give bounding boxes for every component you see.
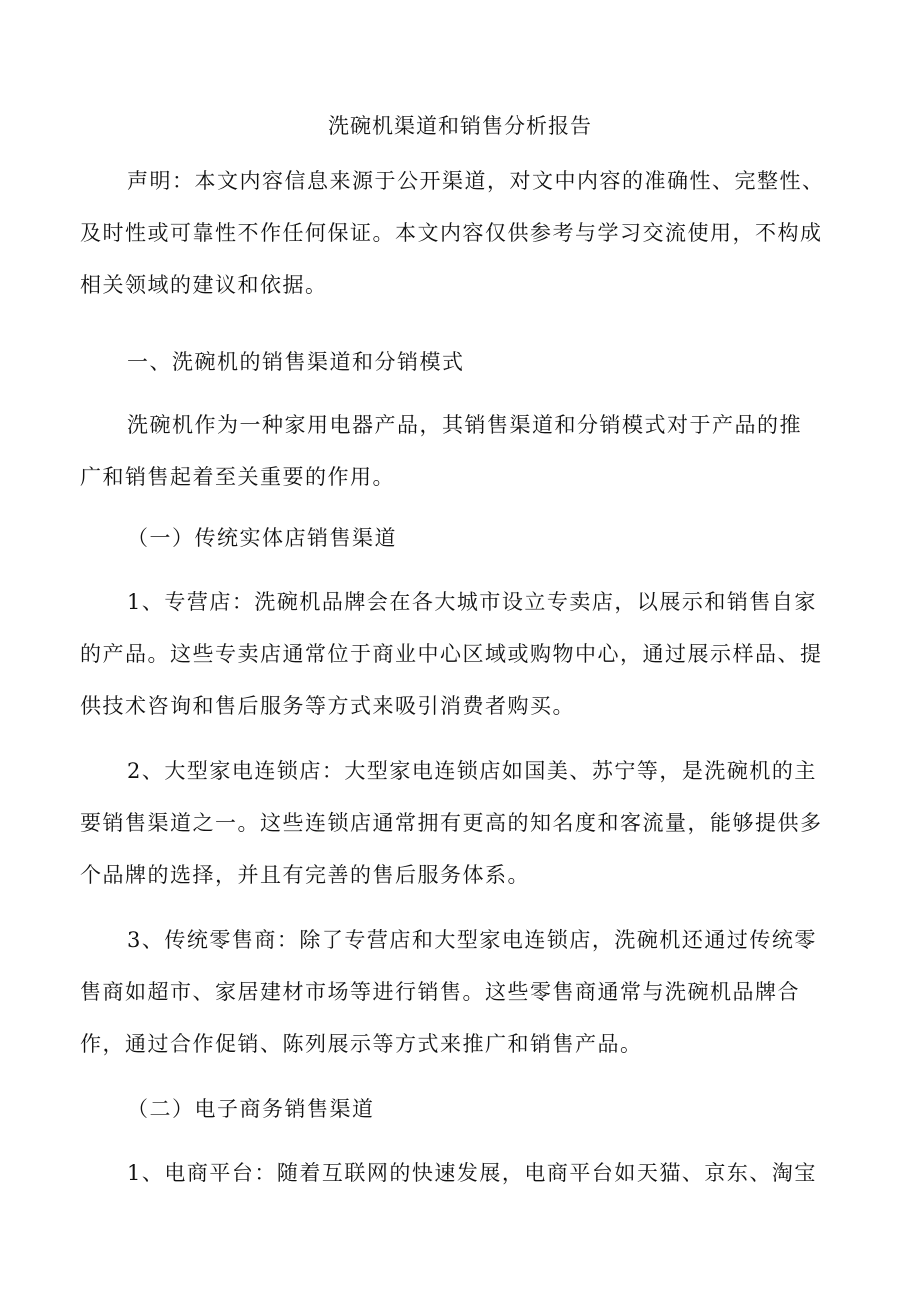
item2-line-1: 2、大型家电连锁店：大型家电连锁店如国美、苏宁等，是洗碗机的主 xyxy=(127,759,817,783)
section1-intro-paragraph xyxy=(80,399,802,503)
item3-paragraph xyxy=(80,914,817,1070)
item4-paragraph xyxy=(127,1147,817,1199)
subsection2-heading: （二）电子商务销售渠道 xyxy=(127,1097,375,1121)
disclaimer-line-1: 声明：本文内容信息来源于公开渠道，对文中内容的准确性、完整性、 xyxy=(127,169,825,193)
item2-line-3: 个品牌的选择，并且有完善的售后服务体系。 xyxy=(80,863,530,887)
subsection1-heading: （一）传统实体店销售渠道 xyxy=(127,526,397,550)
section1-intro-line-2: 广和销售起着至关重要的作用。 xyxy=(80,465,395,489)
disclaimer-line-2: 及时性或可靠性不作任何保证。本文内容仅供参考与学习交流使用，不构成 xyxy=(80,221,823,245)
item3-line-1: 3、传统零售商：除了专营店和大型家电连锁店，洗碗机还通过传统零 xyxy=(127,928,817,952)
item2-paragraph xyxy=(80,745,823,901)
item3-line-3: 作，通过合作促销、陈列展示等方式来推广和销售产品。 xyxy=(80,1032,643,1056)
item2-line-2: 要销售渠道之一。这些连锁店通常拥有更高的知名度和客流量，能够提供多 xyxy=(80,811,823,835)
section1-heading: 一、洗碗机的销售渠道和分销模式 xyxy=(127,350,465,374)
disclaimer-paragraph xyxy=(80,155,825,311)
item1-line-3: 供技术咨询和售后服务等方式来吸引消费者购买。 xyxy=(80,694,575,718)
document-title: 洗碗机渠道和销售分析报告 xyxy=(328,114,592,138)
item1-line-2: 的产品。这些专卖店通常位于商业中心区域或购物中心，通过展示样品、提 xyxy=(80,642,823,666)
item3-line-2: 售商如超市、家居建材市场等进行销售。这些零售商通常与洗碗机品牌合 xyxy=(80,980,800,1004)
item1-line-1: 1、专营店：洗碗机品牌会在各大城市设立专卖店，以展示和销售自家 xyxy=(127,590,817,614)
item4-line-1: 1、电商平台：随着互联网的快速发展，电商平台如天猫、京东、淘宝 xyxy=(127,1161,817,1185)
item1-paragraph xyxy=(80,576,823,732)
section1-intro-line-1: 洗碗机作为一种家用电器产品，其销售渠道和分销模式对于产品的推 xyxy=(127,413,802,437)
disclaimer-line-3: 相关领域的建议和依据。 xyxy=(80,273,328,297)
